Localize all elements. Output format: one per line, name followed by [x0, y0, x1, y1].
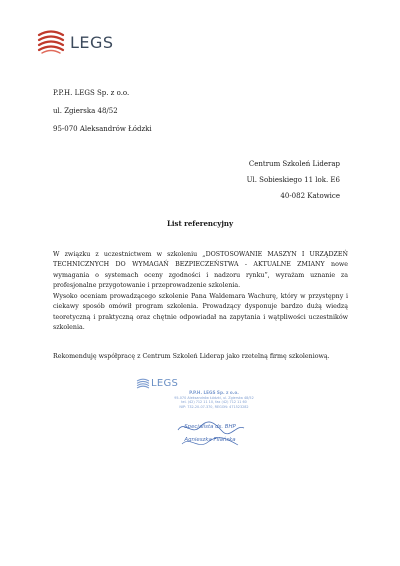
- company-logo: [36, 29, 146, 65]
- sender-address: [53, 84, 152, 138]
- stamp-company: P.P.H. LEGS Sp. z o.o.: [189, 390, 239, 395]
- stamp-logo-icon: [136, 378, 150, 391]
- paragraph-recommendation: Rekomenduję współpracę z Centrum Szkoleń Liderap jako rzetelną firmę szkoleniową.: [53, 353, 330, 360]
- recipient-city: 40-082 Katowice: [280, 192, 340, 200]
- recipient-street: Ul. Sobieskiego 11 lok. E6: [246, 176, 340, 184]
- letter-title: List referencyjny: [166, 219, 234, 228]
- paragraph-trainer: Wysoko oceniam prowadzącego szkolenie Pana Waldemara Wachurę, który w przystępny i ciekawy sposób omówił program szkolenia. Prowadzący dysponuje bardzo dużą wiedzą teoretyczną i praktyczną oraz chętnie odpowiadał na zapytania i wątpliwości uczestników szkolenia.: [53, 293, 348, 331]
- stamp-wordmark: LEGS: [151, 378, 179, 389]
- signature-stamp: [170, 418, 250, 454]
- sender-city: 95-070 Aleksandrów Łódzki: [53, 125, 152, 133]
- stamp-details: [154, 391, 274, 409]
- stamp-phone: tel. (42) 712 11 10, fax (42) 712 11 60: [181, 400, 247, 405]
- recipient-address: [247, 156, 340, 204]
- stamp-ids: NIP: 732-20-07-370, REGON: 471523282: [179, 404, 249, 409]
- logo-wordmark: LEGS: [70, 33, 114, 52]
- sender-street: ul. Zgierska 48/52: [53, 107, 118, 115]
- sender-company: P.P.H. LEGS Sp. z o.o.: [53, 89, 130, 97]
- stamp-address: 95-070 Aleksandrów Łódzki, ul. Zgierska 48/52: [174, 395, 254, 400]
- legs-logo-icon: [36, 29, 66, 57]
- paragraph-training: W związku z uczestnictwem w szkoleniu „DOSTOSOWANIE MASZYN I URZĄDZEŃ TECHNICZNYCH DO WYMAGAŃ BEZPIECZEŃSTWA - AKTUALNE ZMIANY nowe wymagania o systemach oceny zgodności i nadzoru rynku”, wyrażam uznanie za profesjonalne przygotowanie i przeprowadzenie szkolenia.: [53, 251, 348, 289]
- signature-name: Agnieszka Filańska: [184, 437, 236, 443]
- signature-role: Specjalista ds. BHP: [184, 424, 236, 430]
- recipient-name: Centrum Szkoleń Liderap: [248, 160, 340, 168]
